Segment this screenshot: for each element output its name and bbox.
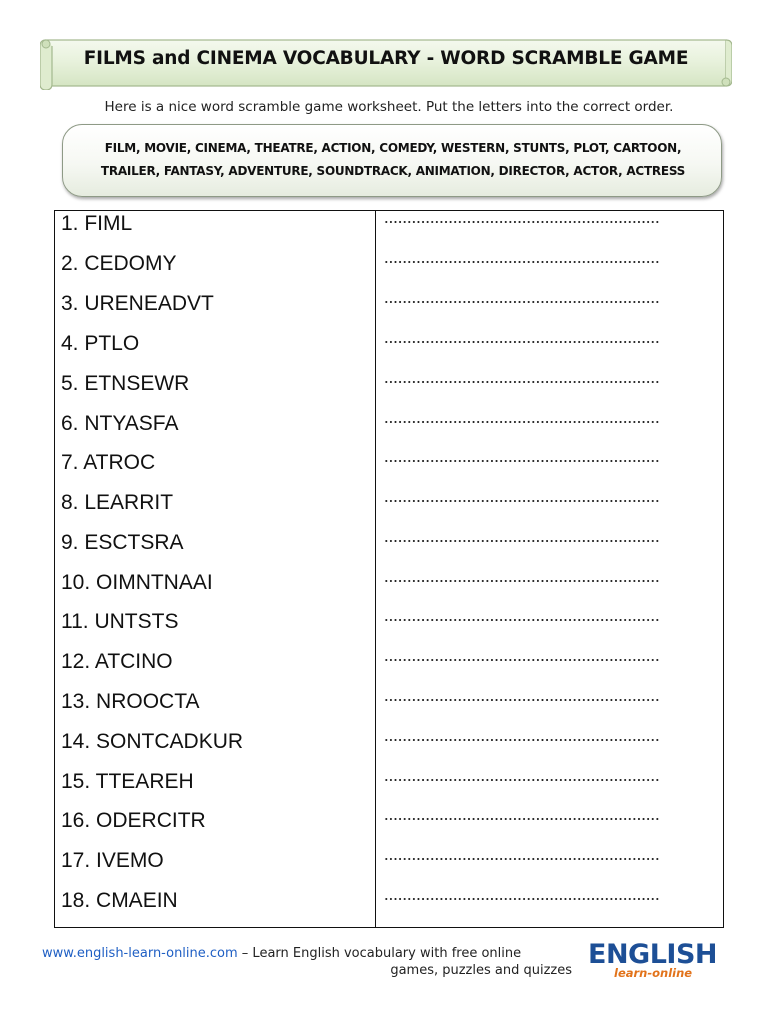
answer-line[interactable] (384, 818, 660, 820)
scrambled-word: 12. ATCINO (61, 650, 173, 673)
word-bank-line-1: FILM, MOVIE, CINEMA, THEATRE, ACTION, COMEDY, WESTERN, STUNTS, PLOT, CARTOON, (104, 141, 682, 155)
puzzle-row (55, 371, 723, 411)
page-title: FILMS and CINEMA VOCABULARY - WORD SCRAMBLE GAME (83, 48, 689, 69)
scrambled-word: 13. NROOCTA (61, 690, 200, 713)
puzzle-row (55, 291, 723, 331)
scrambled-word: 8. LEARRIT (61, 491, 174, 514)
english-learn-online-logo (588, 940, 718, 984)
puzzle-row (55, 729, 723, 769)
answer-line[interactable] (384, 421, 660, 423)
website-link[interactable]: www.english-learn-online.com (42, 946, 238, 961)
puzzle-row (55, 450, 723, 490)
scrambled-word: 14. SONTCADKUR (61, 730, 244, 753)
puzzle-row (55, 490, 723, 530)
intro-text: Here is a nice word scramble game worksheet. Put the letters into the correct order. (104, 99, 674, 115)
scrambled-word: 7. ATROC (61, 451, 156, 474)
scrambled-word: 4. PTLO (61, 332, 140, 355)
scrambled-word: 2. CEDOMY (61, 252, 177, 275)
footer-text (42, 946, 521, 961)
puzzle-row (55, 769, 723, 809)
answer-line[interactable] (384, 500, 660, 502)
answer-line[interactable] (384, 540, 660, 542)
puzzle-row (55, 411, 723, 451)
scrambled-word: 16. ODERCITR (61, 809, 206, 832)
word-bank-line-2: TRAILER, FANTASY, ADVENTURE, SOUNDTRACK, ANIMATION, DIRECTOR, ACTOR, ACTRESS (100, 164, 686, 178)
logo-wordmark: ENGLISH (588, 939, 717, 970)
answer-line[interactable] (384, 659, 660, 661)
puzzle-row (55, 211, 723, 251)
footer-tagline: – Learn English vocabulary with free online (237, 946, 522, 961)
puzzle-row (55, 570, 723, 610)
puzzle-row (55, 649, 723, 689)
scrambled-word: 5. ETNSEWR (61, 372, 190, 395)
puzzle-row (55, 848, 723, 888)
answer-line[interactable] (384, 619, 660, 621)
puzzle-row (55, 530, 723, 570)
title-banner (40, 34, 732, 90)
puzzle-row (55, 609, 723, 649)
answer-line[interactable] (384, 261, 660, 263)
puzzle-row (55, 251, 723, 291)
footer-tagline-line-2: games, puzzles and quizzes (390, 963, 572, 978)
scrambled-word: 11. UNTSTS (61, 610, 179, 633)
answer-line[interactable] (384, 898, 660, 900)
puzzle-row (55, 689, 723, 729)
answer-line[interactable] (384, 301, 660, 303)
scrambled-word: 9. ESCTSRA (61, 531, 184, 554)
puzzle-row (55, 888, 723, 928)
answer-line[interactable] (384, 858, 660, 860)
answer-line[interactable] (384, 580, 660, 582)
puzzle-row (55, 808, 723, 848)
puzzle-row (55, 331, 723, 371)
scramble-table (54, 210, 724, 928)
answer-line[interactable] (384, 699, 660, 701)
scrambled-word: 15. TTEAREH (61, 770, 194, 793)
answer-line[interactable] (384, 739, 660, 741)
scrambled-word: 17. IVEMO (61, 849, 164, 872)
answer-line[interactable] (384, 460, 660, 462)
scrambled-word: 6. NTYASFA (61, 412, 179, 435)
scrambled-word: 18. CMAEIN (61, 889, 178, 912)
scrambled-word: 1. FIML (61, 212, 133, 235)
logo-subtext: learn-online (614, 966, 693, 980)
answer-line[interactable] (384, 779, 660, 781)
answer-line[interactable] (384, 341, 660, 343)
answer-line[interactable] (384, 381, 660, 383)
answer-line[interactable] (384, 221, 660, 223)
scrambled-word: 10. OIMNTNAAI (61, 571, 213, 594)
scrambled-word: 3. URENEADVT (61, 292, 214, 315)
word-bank (62, 124, 722, 197)
